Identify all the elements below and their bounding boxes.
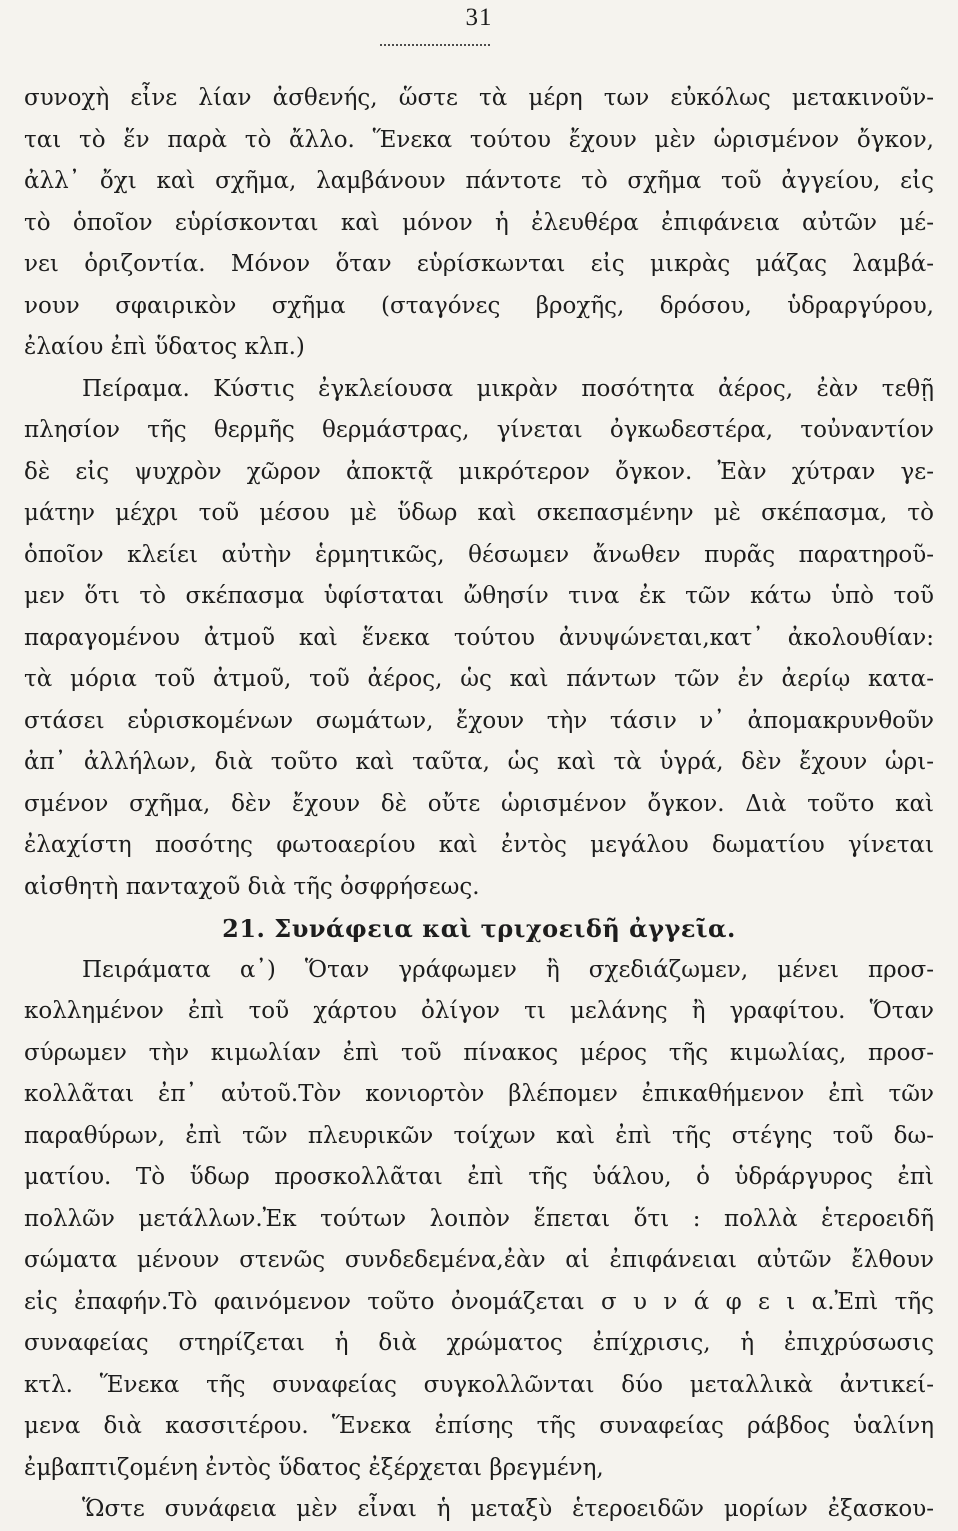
text-line: πολλῶν μετάλλων.Ἐκ τούτων λοιπὸν ἕπεται ὅτι : πολλὰ ἑτεροειδῆ — [24, 1205, 934, 1232]
text-line: σμένον σχῆμα, δὲν ἔχουν δὲ οὔτε ὡρισμένον ὄγκον. Διὰ τοῦτο καὶ — [24, 790, 934, 817]
text-line: στάσει εὑρισκομένων σωμάτων, ἔχουν τὴν τάσιν ν᾽ ἀπομακρυνθοῦν — [24, 707, 934, 734]
text-line: αἰσθητὴ πανταχοῦ διὰ τῆς ὀσφρήσεως. — [24, 873, 480, 900]
text-line: μενα διὰ κασσιτέρου. Ἕνεκα ἐπίσης τῆς συναφείας ράβδος ὑαλίνη — [24, 1413, 934, 1439]
text-line: ὁποῖον κλείει αὐτὴν ἑρμητικῶς, θέσωμεν ἄνωθεν πυρᾶς παρατηροῦ- — [24, 541, 934, 568]
text-line: νουν σφαιρικὸν σχῆμα (σταγόνες βροχῆς, δρόσου, ὑδραργύρου, — [24, 292, 934, 319]
text-line: σύρωμεν τὴν κιμωλίαν ἐπὶ τοῦ πίνακος μέρος τῆς κιμωλίας, προσ- — [24, 1039, 934, 1066]
text-line: σώματα μένουν στενῶς συνδεδεμένα,ἐὰν αἱ ἐπιφάνειαι αὐτῶν ἔλθουν — [24, 1247, 934, 1273]
text-line: νει ὁριζοντία. Μόνον ὅταν εὑρίσκωνται εἰς μικρὰς μάζας λαμβά- — [24, 251, 934, 277]
text-line: πλησίον τῆς θερμῆς θερμάστρας, γίνεται ὀγκωδεστέρα, τοὐναντίον — [24, 417, 934, 443]
text-line: παραγομένου ἀτμοῦ καὶ ἕνεκα τούτου ἀνυψώνεται,κατ᾽ ἀκολουθίαν: — [24, 624, 934, 651]
text-line: τὸ ὁποῖον εὑρίσκονται καὶ μόνον ἡ ἐλευθέρα ἐπιφάνεια αὐτῶν μέ- — [24, 209, 934, 236]
text-line: ἀλλ᾽ ὄχι καὶ σχῆμα, λαμβάνουν πάντοτε τὸ σχῆμα τοῦ ἀγγείου, εἰς — [24, 168, 934, 194]
text-line: ἐμβαπτιζομένη ἐντὸς ὕδατος ἐξέρχεται βρεγμένη, — [24, 1454, 604, 1481]
text-line: ται τὸ ἕν παρὰ τὸ ἄλλο. Ἕνεκα τούτου ἔχουν μὲν ὡρισμένον ὄγκον, — [24, 126, 934, 153]
text-line: τὰ μόρια τοῦ ἀτμοῦ, τοῦ ἀέρος, ὡς καὶ πάντων τῶν ἐν ἀερίῳ κατα- — [24, 666, 934, 692]
text-line: συνοχὴ εἶνε λίαν ἀσθενής, ὥστε τὰ μέρη των εὐκόλως μετακινοῦν- — [24, 85, 934, 111]
text-line: μεν ὅτι τὸ σκέπασμα ὑφίσταται ὤθησίν τινα ἐκ τῶν κάτω ὑπὸ τοῦ — [24, 583, 934, 609]
page-text — [24, 78, 934, 1531]
text-line: συναφείας στηρίζεται ἡ διὰ χρώματος ἐπίχρισις, ἡ ἐπιχρύσωσις — [24, 1330, 934, 1356]
text-line: δὲ εἰς ψυχρὸν χῶρον ἀποκτᾷ μικρότερον ὄγκον. Ἐὰν χύτραν γε- — [24, 458, 934, 485]
text-line: μάτην μέχρι τοῦ μέσου μὲ ὕδωρ καὶ σκεπασμένην μὲ σκέπασμα, τὸ — [24, 500, 934, 526]
page-number: 31 — [465, 4, 493, 31]
text-line: κολλᾶται ἐπ᾽ αὐτοῦ.Τὸν κονιορτὸν βλέπομεν ἐπικαθήμενον ἐπὶ τῶν — [24, 1081, 934, 1107]
text-line: Πειράματα α᾽) Ὅταν γράφωμεν ἢ σχεδιάζωμεν, μένει προσ- — [82, 956, 934, 983]
page-number-rule — [380, 44, 490, 46]
text-line: ἀπ᾽ ἀλλήλων, διὰ τοῦτο καὶ ταῦτα, ὡς καὶ τὰ ὑγρά, δὲν ἔχουν ὡρι- — [24, 749, 934, 775]
text-line: εἰς ἐπαφήν.Τὸ φαινόμενον τοῦτο ὀνομάζεται σ υ ν ά φ ε ι α.Ἐπὶ τῆς — [24, 1288, 934, 1315]
text-line: ἐλαχίστη ποσότης φωτοαερίου καὶ ἐντὸς μεγάλου δωματίου γίνεται — [24, 832, 934, 858]
text-line: Πείραμα. Κύστις ἐγκλείουσα μικρὰν ποσότητα ἀέρος, ἐὰν τεθῇ — [82, 375, 934, 402]
text-line: κτλ. Ἕνεκα τῆς συναφείας συγκολλῶνται δύο μεταλλικὰ ἀντικεί- — [24, 1371, 934, 1398]
section-heading: 21. Συνάφεια καὶ τριχοειδῆ ἀγγεῖα. — [222, 914, 736, 943]
text-line: Ὥστε συνάφεια μὲν εἶναι ἡ μεταξὺ ἑτεροειδῶν μορίων ἐξασκου- — [82, 1496, 934, 1522]
text-line: ἐλαίου ἐπὶ ὕδατος κλπ.) — [24, 334, 305, 360]
text-line: παραθύρων, ἐπὶ τῶν πλευρικῶν τοίχων καὶ ἐπὶ τῆς στέγης τοῦ δω- — [24, 1122, 934, 1149]
text-line: ματίου. Τὸ ὕδωρ προσκολλᾶται ἐπὶ τῆς ὑάλου, ὁ ὑδράργυρος ἐπὶ — [24, 1164, 934, 1190]
text-line: κολλημένον ἐπὶ τοῦ χάρτου ὀλίγον τι μελάνης ἢ γραφίτου. Ὅταν — [24, 998, 934, 1024]
